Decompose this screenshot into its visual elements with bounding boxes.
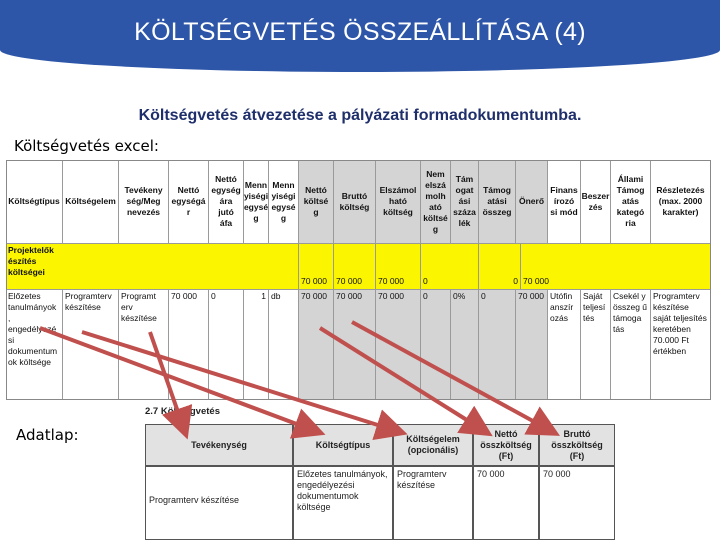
adatlap-caption: 2.7 Költségvetés <box>145 406 220 417</box>
ad-data-cell: Programterv készítése <box>145 466 293 540</box>
xl-header-cell: Nettó egységá r <box>169 160 209 244</box>
xl-data-cell: 0 <box>209 290 244 400</box>
xl-data-cell: 70 000 <box>334 290 376 400</box>
xl-summary-cell: 70 000 <box>376 244 421 290</box>
xl-header-cell: Beszer zés <box>581 160 611 244</box>
xl-header-cell: Nettó költsé g <box>299 160 334 244</box>
xl-header-cell: Elszámol ható költség <box>376 160 421 244</box>
xl-data-cell: 70 000 <box>376 290 421 400</box>
ad-header-cell: Költségtípus <box>293 424 393 466</box>
xl-data-cell: 70 000 <box>299 290 334 400</box>
xl-header-cell: Támog atási összeg <box>479 160 516 244</box>
xl-data-cell: 1 <box>244 290 269 400</box>
xl-header-cell: Költségtípus <box>6 160 63 244</box>
ad-data-cell: 70 000 <box>539 466 615 540</box>
xl-header-cell: Menn yiségi egysé g <box>269 160 299 244</box>
ad-header-cell: Nettó összköltség (Ft) <box>473 424 539 466</box>
xl-data-cell: 0 <box>421 290 451 400</box>
xl-data-cell: Saját teljesí tés <box>581 290 611 400</box>
xl-header-cell: Állami Támog atás kategó ria <box>611 160 651 244</box>
xl-header-cell: Tevékeny ség/Meg nevezés <box>119 160 169 244</box>
xl-summary-label-text: Projektelők észítés költségei <box>8 245 54 277</box>
xl-header-cell: Költségelem <box>63 160 119 244</box>
slide-subtitle: Költségvetés átvezetése a pályázati formadokumentumba. <box>138 107 582 124</box>
xl-data-cell: Programt erv készítése <box>119 290 169 400</box>
xl-summary-cell: 70 000 <box>521 244 711 290</box>
xl-data-cell: Csekél y összeg ű támoga tás <box>611 290 651 400</box>
adatlap-label: Adatlap: <box>16 426 79 444</box>
xl-data-cell: 0 <box>479 290 516 400</box>
xl-header-cell: Finans írozó si mód <box>548 160 581 244</box>
xl-data-cell: 70 000 <box>516 290 548 400</box>
xl-data-cell: db <box>269 290 299 400</box>
xl-data-cell: Programterv készítése saját teljesítés keretében 70.000 Ft értékben <box>651 290 711 400</box>
xl-header-cell: Bruttó költség <box>334 160 376 244</box>
ad-header-cell: Bruttó összköltség (Ft) <box>539 424 615 466</box>
xl-summary-cell: 70 000 <box>334 244 376 290</box>
ad-data-cell: Programterv készítése <box>393 466 473 540</box>
xl-data-cell: 70 000 <box>169 290 209 400</box>
xl-summary-label <box>6 244 299 290</box>
excel-budget-table <box>6 160 711 400</box>
xl-data-cell: Utófin anszír ozás <box>548 290 581 400</box>
xl-header-cell: Önerő <box>516 160 548 244</box>
slide-title: KÖLTSÉGVETÉS ÖSSZEÁLLÍTÁSA (4) <box>134 18 586 46</box>
xl-data-cell: 0% <box>451 290 479 400</box>
xl-header-cell: Tám ogat ási száza lék <box>451 160 479 244</box>
xl-summary-cell: 0 <box>479 244 521 290</box>
adatlap-budget-table <box>145 406 615 540</box>
ad-data-cell: Előzetes tanulmányok, engedélyezési dokumentumok költsége <box>293 466 393 540</box>
xl-header-cell: Nettó egység ára jutó áfa <box>209 160 244 244</box>
xl-data-cell: Előzetes tanulmányok , engedélyezé si dokumentum ok költsége <box>6 290 63 400</box>
ad-data-cell: 70 000 <box>473 466 539 540</box>
xl-summary-cell: 0 <box>421 244 479 290</box>
xl-summary-cell: 70 000 <box>299 244 334 290</box>
xl-header-cell: Részletezés (max. 2000 karakter) <box>651 160 711 244</box>
excel-label: Költségvetés excel: <box>14 137 159 155</box>
ad-header-cell: Tevékenység <box>145 424 293 466</box>
xl-data-cell: Programterv készítése <box>63 290 119 400</box>
ad-header-cell: Költségelem (opcionális) <box>393 424 473 466</box>
xl-header-cell: Menn yiségi egysé g <box>244 160 269 244</box>
xl-header-cell: Nem elszá molh ató költsé g <box>421 160 451 244</box>
